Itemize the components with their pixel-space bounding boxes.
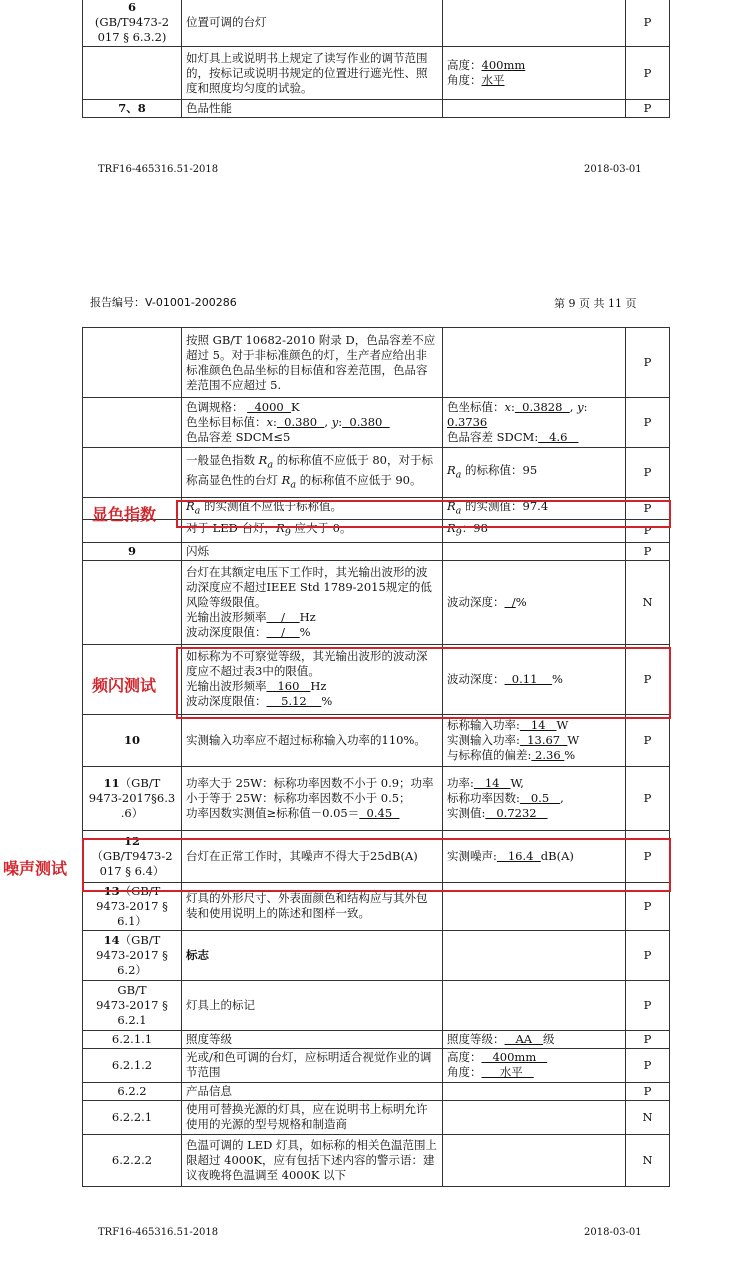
annotation-color-rendering-box (176, 500, 671, 528)
requirement-cell: 闪烁 (182, 542, 443, 560)
annotation-noise-label: 噪声测试 (3, 859, 68, 878)
result-cell (443, 1100, 626, 1134)
table-row (83, 1030, 670, 1048)
verdict-cell: N (626, 560, 670, 644)
verdict-cell: N (626, 1134, 670, 1186)
table-row (83, 1134, 670, 1186)
footer-date: 2018-03-01 (584, 164, 642, 175)
footer-form-number: TRF16-465316.51-2018 (98, 164, 219, 175)
result-cell (443, 328, 626, 398)
top-test-table (82, 0, 670, 118)
clause-cell: 12 （GB/T9473-2 017 § 6.4） (83, 830, 182, 882)
result-cell: $R_9$：98 (443, 520, 626, 542)
table-row (83, 1048, 670, 1082)
table-row (83, 1082, 670, 1100)
footer-date: 2018-03-01 (584, 1227, 642, 1238)
annotation-color-rendering-label: 显色指数 (92, 505, 157, 524)
table-row (83, 47, 670, 100)
clause-cell (83, 47, 182, 100)
requirement-cell: 按照 GB/T 10682-2010 附录 D，色品容差不应超过 5。对于非标准颜色的灯，生产者应给出非标准颜色色品坐标的目标值和容差范围，色品容差范围不应超过 5. (182, 328, 443, 398)
clause-cell: GB/T 9473-2017 § 6.2.1 (83, 980, 182, 1030)
requirement-cell: 位置可调的台灯 (182, 0, 443, 47)
requirement-cell: $R_a$ 的实测值不应低于标称值。 (182, 498, 443, 520)
verdict-cell: N (626, 1100, 670, 1134)
requirement-cell: 一般显色指数 $R_a$ 的标称值不应低于 80，对于标称高显色性的台灯 $R_a$ 的标称值不应低于 90。 (182, 448, 443, 498)
verdict-cell: P (626, 714, 670, 766)
requirement-cell: 色调规格： 4000 K 色坐标目标值：x: 0.380 , y: 0.380 色品容差 SDCM≤5 (182, 398, 443, 448)
table-row (83, 980, 670, 1030)
requirement-cell: 功率大于 25W：标称功率因数不小于 0.9；功率小于等于 25W：标称功率因数不小于 0.5； 功率因数实测值≥标称值－0.05＝ 0.45 (182, 766, 443, 830)
clause-cell: 7、8 (83, 100, 182, 118)
result-cell: 色坐标值：x: 0.3828 , y: 0.3736 色品容差 SDCM: 4.6 (443, 398, 626, 448)
main-test-table (82, 327, 670, 1187)
verdict-cell: P (626, 498, 670, 520)
table-row (83, 100, 670, 118)
table-row (83, 448, 670, 498)
verdict-cell: P (626, 398, 670, 448)
requirement-cell: 产品信息 (182, 1082, 443, 1100)
result-cell (443, 1134, 626, 1186)
clause-cell: 6.2.2 (83, 1082, 182, 1100)
annotation-noise-box (82, 838, 671, 892)
table-row (83, 560, 670, 644)
result-cell: 高度： 400mm 角度： 水平 (443, 1048, 626, 1082)
clause-cell: 14（GB/T 9473-2017 § 6.2） (83, 930, 182, 980)
clause-cell: 6 (GB/T9473-2 017 § 6.3.2) (83, 0, 182, 47)
table-row (83, 328, 670, 398)
table-row (83, 542, 670, 560)
verdict-cell: P (626, 0, 670, 47)
verdict-cell: P (626, 882, 670, 930)
requirement-cell: 色温可调的 LED 灯具，如标称的相关色温范围上限超过 4000K，应有包括下述内容的警示语：建议夜晚将色温调至 4000K 以下 (182, 1134, 443, 1186)
requirement-cell: 如灯具上或说明书上规定了读写作业的调节范围的，按标记或说明书规定的位置进行遮光性、照度和照度均匀度的试验。 (182, 47, 443, 100)
clause-cell: 10 (83, 714, 182, 766)
result-cell (443, 0, 626, 47)
result-cell (443, 100, 626, 118)
requirement-cell: 灯具的外形尺寸、外表面颜色和结构应与其外包装和使用说明上的陈述和图样一致。 (182, 882, 443, 930)
clause-cell: 6.2.2.2 (83, 1134, 182, 1186)
requirement-cell: 如标称为不可察觉等级，其光输出波形的波动深度应不超过表3中的限值。 光输出波形频率 160 Hz 波动深度限值： 5.12 % (182, 644, 443, 714)
result-cell: 功率: 14 W, 标称功率因数: 0.5 , 实测值: 0.7232 (443, 766, 626, 830)
table-row (83, 1100, 670, 1134)
result-cell (443, 930, 626, 980)
clause-cell (83, 448, 182, 498)
report-number: 报告编号：V-01001-200286 (90, 296, 237, 309)
table-row (83, 398, 670, 448)
clause-cell: 11（GB/T 9473-2017§6.3 .6） (83, 766, 182, 830)
table-row (83, 0, 670, 47)
verdict-cell: P (626, 1030, 670, 1048)
result-cell (443, 542, 626, 560)
verdict-cell: P (626, 930, 670, 980)
verdict-cell: P (626, 542, 670, 560)
verdict-cell: P (626, 1048, 670, 1082)
annotation-flicker-label: 频闪测试 (92, 676, 157, 695)
clause-cell (83, 328, 182, 398)
table-row (83, 766, 670, 830)
result-cell: 高度：400mm 角度：水平 (443, 47, 626, 100)
clause-cell: 6.2.1.1 (83, 1030, 182, 1048)
verdict-cell: P (626, 830, 670, 882)
requirement-cell: 对于 LED 台灯，$R_9$ 应大于 0。 (182, 520, 443, 542)
result-cell (443, 1082, 626, 1100)
requirement-cell: 标志 (182, 930, 443, 980)
verdict-cell: P (626, 644, 670, 714)
requirement-cell: 灯具上的标记 (182, 980, 443, 1030)
verdict-cell: P (626, 520, 670, 542)
requirement-cell: 台灯在正常工作时，其噪声不得大于25dB(A) (182, 830, 443, 882)
table-row (83, 930, 670, 980)
clause-cell: 6.2.2.1 (83, 1100, 182, 1134)
result-cell: 照度等级： AA 级 (443, 1030, 626, 1048)
result-cell: 实测噪声: 16.4 dB(A) (443, 830, 626, 882)
result-cell (443, 980, 626, 1030)
result-cell: $R_a$ 的实测值：97.4 (443, 498, 626, 520)
verdict-cell: P (626, 980, 670, 1030)
verdict-cell: P (626, 328, 670, 398)
annotation-flicker-box (176, 647, 671, 719)
requirement-cell: 使用可替换光源的灯具，应在说明书上标明允许使用的光源的型号规格和制造商 (182, 1100, 443, 1134)
verdict-cell: P (626, 448, 670, 498)
requirement-cell: 台灯在其额定电压下工作时，其光输出波形的波动深度应不超过IEEE Std 1789-2015规定的低风险等级限值。 光输出波形频率 / Hz 波动深度限值： / % (182, 560, 443, 644)
clause-cell: 6.2.1.2 (83, 1048, 182, 1082)
result-cell: 波动深度： /% (443, 560, 626, 644)
clause-cell (83, 398, 182, 448)
clause-cell: 13（GB/T 9473-2017 § 6.1） (83, 882, 182, 930)
clause-cell (83, 560, 182, 644)
requirement-cell: 色品性能 (182, 100, 443, 118)
result-cell: $R_a$ 的标称值：95 (443, 448, 626, 498)
page-number: 第 9 页 共 11 页 (554, 297, 637, 310)
verdict-cell: P (626, 47, 670, 100)
verdict-cell: P (626, 766, 670, 830)
table-row (83, 714, 670, 766)
result-cell: 标称输入功率: 14 W 实测输入功率: 13.67 W 与标称值的偏差: 2.36 % (443, 714, 626, 766)
clause-cell: 9 (83, 542, 182, 560)
requirement-cell: 光或/和色可调的台灯，应标明适合视觉作业的调节范围 (182, 1048, 443, 1082)
result-cell: 波动深度： 0.11 % (443, 644, 626, 714)
verdict-cell: P (626, 100, 670, 118)
footer-form-number: TRF16-465316.51-2018 (98, 1227, 219, 1238)
verdict-cell: P (626, 1082, 670, 1100)
requirement-cell: 实测输入功率应不超过标称输入功率的110%。 (182, 714, 443, 766)
requirement-cell: 照度等级 (182, 1030, 443, 1048)
